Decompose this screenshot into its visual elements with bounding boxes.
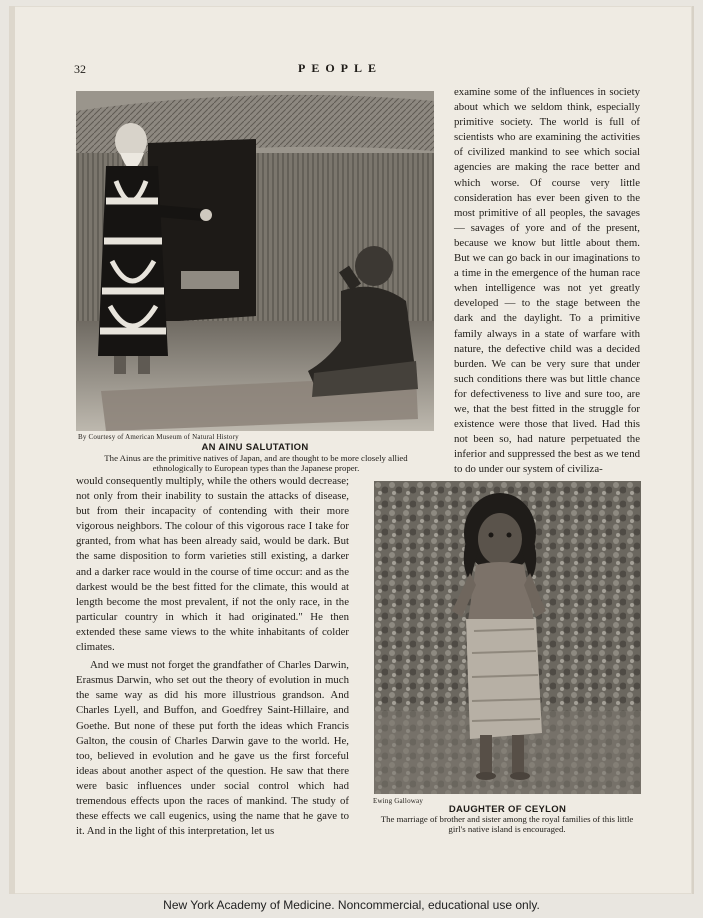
left-column-paragraph-1: would consequently multiply, while the others would decrease; not only from their inability to sustain the attacks of disease, but from their incapacity of contending with their more vigorous neighbors. The colour of this vigorous race I take for granted, from what has been already said, would be dark. But the same disposition to form varieties still existing, a darker and a darker race would in the course of time occur: and as the darkest would be the best fitted for the climate, this would at length become the most prevalent, if not the only race, in the particular country in which it had originated." He then extended these same views to the white inhabitants of colder climates. (76, 475, 349, 654)
ainu-caption-text: The Ainus are the primitive natives of Japan, and are thought to be more closely allied ethnologically to European types than the Japanese proper. (104, 453, 408, 473)
ceylon-girl-photo (374, 481, 641, 794)
left-column-paragraph-2: And we must not forget the grandfather of Charles Darwin, Erasmus Darwin, who set out the theory of evolution in much the same way as did his more illustrious grandson. And Charles Lyell, and Buffon, and Goedfrey Saint-Hillaire, and Goethe. But none of these put forth the ideas which Francis Galton, the cousin of Charles Darwin gave to the world. He, too, believed in evolution and he gave us the first forceful ideas about another aspect of the question. He saw that there were basic influences under social control which had tremendous effects upon the races of mankind. The study of these effects we call eugenics, using the name that he gave to it. And in the light of this interpretation, let us (76, 659, 349, 838)
ainu-caption-title: AN AINU SALUTATION (201, 442, 309, 453)
ceylon-caption-title: DAUGHTER OF CEYLON (448, 804, 567, 815)
running-head: PEOPLE (298, 61, 383, 75)
ainu-salutation-photo (76, 91, 434, 431)
archive-footer: New York Academy of Medicine. Noncommercial, educational use only. (163, 898, 540, 912)
page-spine-shadow (9, 6, 15, 894)
ceylon-caption-text: The marriage of brother and sister among the royal families of this little girl's native island is encouraged. (380, 814, 634, 834)
ainu-photo-credit: By Courtesy of American Museum of Natural History (78, 433, 239, 441)
left-column-bottom-text (76, 474, 349, 839)
right-column-paragraph: examine some of the influences in society about which we seldom think, especially primitive society. The world is full of scientists who are examining the activities of civilized mankind to see which social agencies are making the race better and which worse. Of course very little consideration has ever been given to the most primitive of all peoples, the savages — savages of yore and of the present, because we know but little about them. But we can go back in our imaginations to a time in the emergence of the human race when intelligence was not yet greatly developed — to the stage between the dark and the daylight. To a primitive family always in a state of warfare with nature, the defective child was a decided burden. We can be very sure that under such conditions there was but little chance for defectiveness to live and sure too, are we, that the best fitted in the struggle for existence were those that lived. Had this not been so, had nature perpetuated the inferior and suppressed the best as we tend to do under our system of civiliza- (454, 86, 640, 476)
ceylon-photo-credit: Ewing Galloway (373, 797, 424, 805)
page-number: 32 (74, 62, 86, 76)
right-column-top-text (454, 85, 640, 477)
